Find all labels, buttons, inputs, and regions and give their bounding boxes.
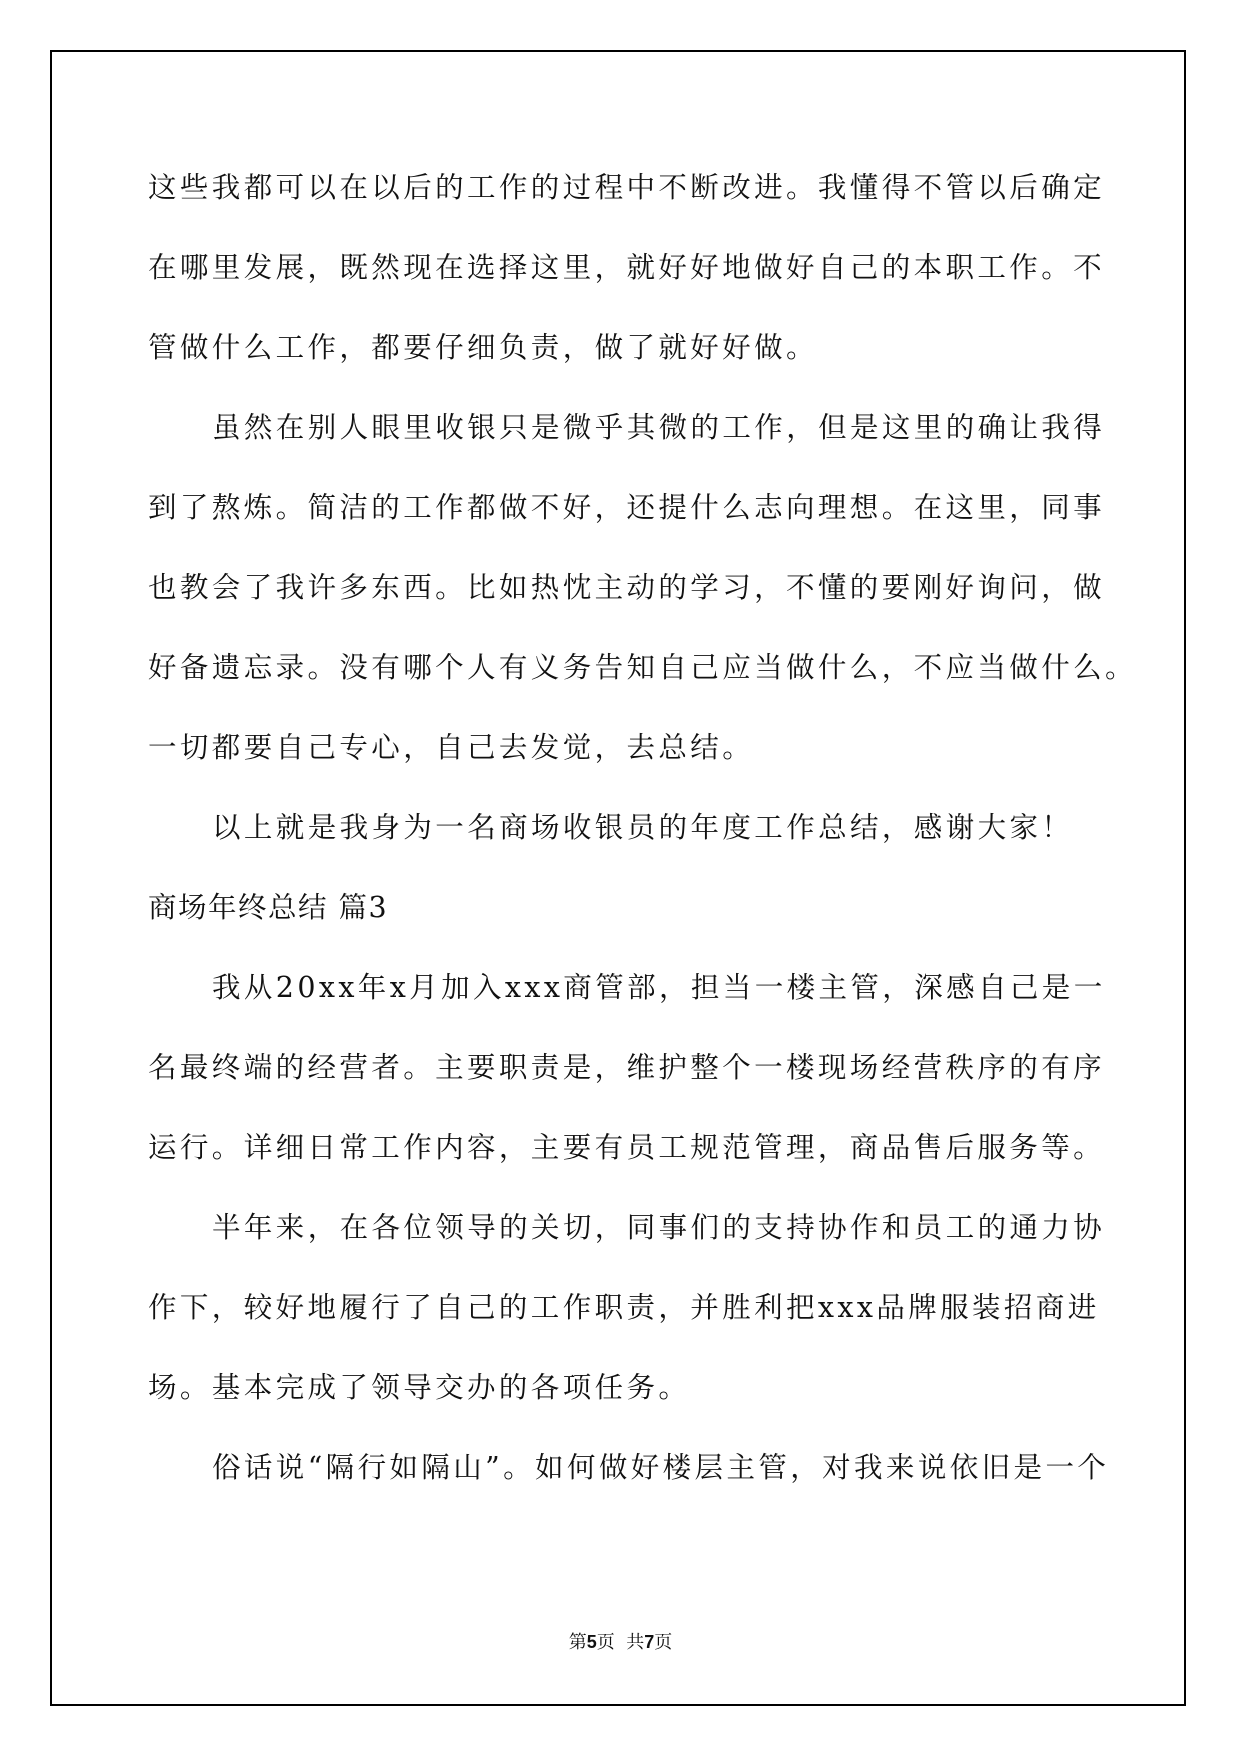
body-line: 名最终端的经营者。主要职责是，维护整个一楼现场经营秩序的有序 bbox=[148, 1051, 1106, 1084]
body-line: 作下，较好地履行了自己的工作职责，并胜利把xxx品牌服装招商进 bbox=[148, 1291, 1100, 1324]
body-line: 场。基本完成了领导交办的各项任务。 bbox=[148, 1371, 691, 1404]
footer-mid: 页 共 bbox=[596, 1632, 645, 1653]
body-line: 到了熬炼。简洁的工作都做不好，还提什么志向理想。在这里，同事 bbox=[148, 491, 1106, 524]
footer-suffix: 页 bbox=[654, 1632, 673, 1653]
body-line: 半年来，在各位领导的关切，同事们的支持协作和员工的通力协 bbox=[212, 1211, 1106, 1244]
body-line: 一切都要自己专心，自己去发觉，去总结。 bbox=[148, 731, 755, 764]
section-heading: 商场年终总结 篇3 bbox=[148, 891, 389, 924]
body-line: 好备遗忘录。没有哪个人有义务告知自己应当做什么，不应当做什么。 bbox=[148, 651, 1137, 684]
body-line: 运行。详细日常工作内容，主要有员工规范管理，商品售后服务等。 bbox=[148, 1131, 1106, 1164]
body-line: 虽然在别人眼里收银只是微乎其微的工作，但是这里的确让我得 bbox=[212, 411, 1106, 444]
body-line: 以上就是我身为一名商场收银员的年度工作总结，感谢大家！ bbox=[212, 811, 1074, 844]
body-line: 这些我都可以在以后的工作的过程中不断改进。我懂得不管以后确定 bbox=[148, 171, 1106, 204]
page-footer bbox=[0, 1628, 1241, 1654]
body-line: 俗话说“隔行如隔山”。如何做好楼层主管，对我来说依旧是一个 bbox=[212, 1451, 1110, 1484]
total-page-number: 7 bbox=[644, 1632, 655, 1652]
footer-prefix: 第 bbox=[568, 1632, 587, 1653]
body-line: 也教会了我许多东西。比如热忱主动的学习，不懂的要刚好询问，做 bbox=[148, 571, 1106, 604]
body-line: 在哪里发展，既然现在选择这里，就好好地做好自己的本职工作。不 bbox=[148, 251, 1106, 284]
current-page-number: 5 bbox=[586, 1632, 597, 1652]
body-line: 管做什么工作，都要仔细负责，做了就好好做。 bbox=[148, 331, 818, 364]
body-line: 我从20xx年x月加入xxx商管部，担当一楼主管，深感自己是一 bbox=[212, 971, 1106, 1004]
